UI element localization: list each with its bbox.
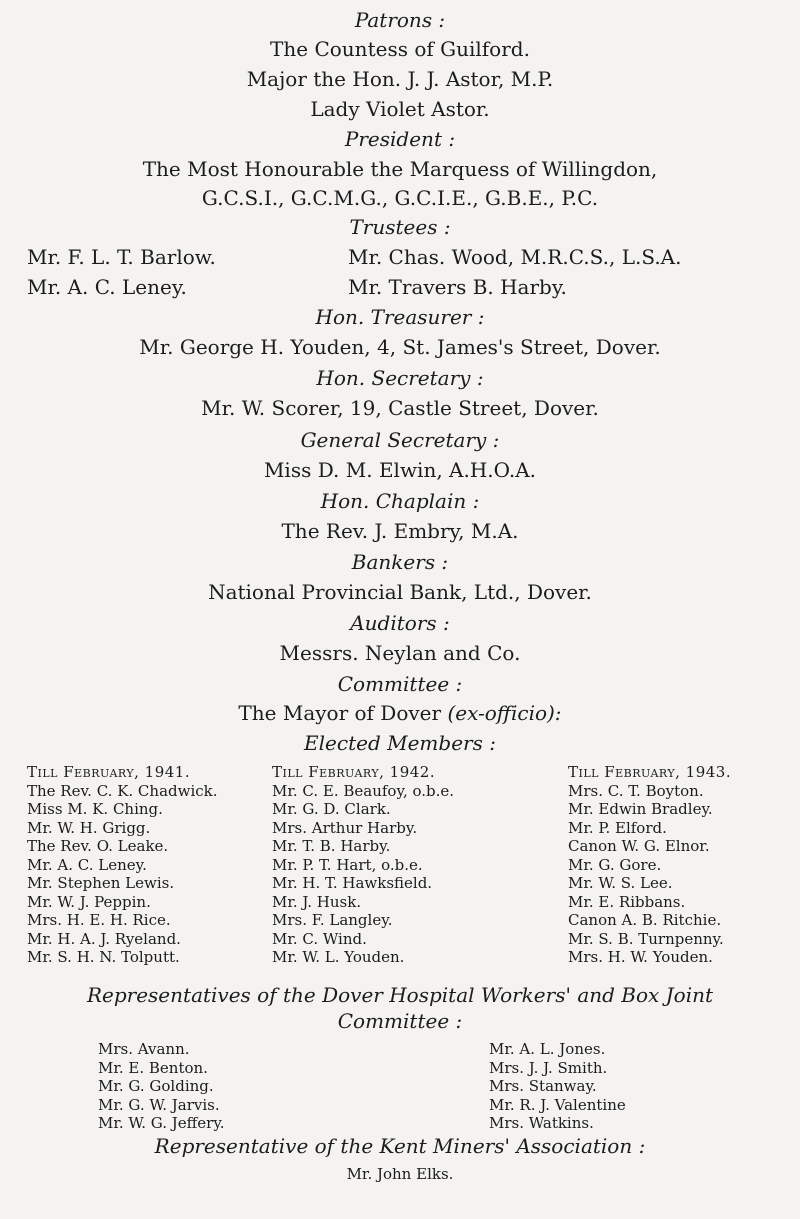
secretary-heading: Hon. Secretary : [316, 366, 484, 390]
chaplain-heading: Hon. Chaplain : [320, 489, 480, 513]
committee-column-1943 [568, 763, 731, 967]
member: Mrs. H. W. Youden. [568, 948, 713, 966]
column-heading: Till February, 1943. [568, 763, 732, 781]
member: Mr. P. Elford. [568, 818, 667, 837]
bankers-name: National Provincial Bank, Ltd., Dover. [208, 580, 592, 604]
member: Mr. Stephen Lewis. [27, 874, 175, 892]
member: Mr. P. T. Hart, o.b.e. [272, 855, 423, 874]
president-name: The Most Honourable the Marquess of Willingdon, [142, 157, 658, 181]
bankers-heading: Bankers : [351, 550, 449, 574]
representative: Mrs. Watkins. [489, 1114, 594, 1132]
member: Mr. H. T. Hawksfield. [272, 874, 433, 892]
hospital-reps-heading-cont: Committee : [337, 1009, 463, 1033]
miners-rep-heading: Representative of the Kent Miners' Association : [154, 1134, 646, 1158]
trustee-name: Mr. F. L. T. Barlow. [27, 245, 216, 269]
member: Canon A. B. Ritchie. [568, 911, 722, 929]
member: Mr. C. E. Beaufoy, o.b.e. [272, 781, 455, 800]
committee-mayor [0, 701, 800, 725]
column-heading: Till February, 1941. [27, 763, 191, 781]
member: Mr. A. C. Leney. [27, 855, 147, 874]
elected-members-heading: Elected Members : [304, 731, 496, 755]
representative: Mr. G. Golding. [98, 1077, 214, 1095]
member: The Rev. O. Leake. [27, 837, 169, 855]
miners-rep-name: Mr. John Elks. [346, 1165, 454, 1183]
member: Mr. S. H. N. Tolputt. [27, 948, 180, 966]
member: Mr. G. D. Clark. [272, 800, 391, 818]
member: Canon W. G. Elnor. [568, 837, 710, 855]
member: Mr. W. H. Grigg. [27, 818, 151, 837]
member: Miss M. K. Ching. [27, 800, 163, 818]
treasurer-heading: Hon. Treasurer : [315, 305, 485, 329]
member: The Rev. C. K. Chadwick. [27, 781, 218, 800]
member: Mr. W. L. Youden. [272, 948, 405, 966]
representative: Mr. W. G. Jeffery. [98, 1114, 225, 1132]
representative: Mrs. J. J. Smith. [489, 1058, 608, 1077]
member: Mrs. C. T. Boyton. [568, 781, 704, 800]
patrons-heading: Patrons : [354, 8, 446, 32]
representative: Mr. A. L. Jones. [489, 1040, 606, 1058]
member: Mrs. H. E. H. Rice. [27, 911, 171, 929]
president-heading: President : [344, 127, 456, 151]
patron-name: The Countess of Guilford. [270, 37, 530, 61]
representative: Mrs. Avann. [98, 1040, 190, 1058]
hospital-reps-heading: Representatives of the Dover Hospital Workers' and Box Joint [86, 983, 714, 1007]
chaplain-name: The Rev. J. Embry, M.A. [281, 519, 519, 543]
trustees-heading: Trustees : [349, 215, 451, 239]
representative: Mr. E. Benton. [98, 1058, 208, 1077]
member: Mr. C. Wind. [272, 929, 367, 948]
representative: Mr. R. J. Valentine [489, 1095, 626, 1114]
secretary-name: Mr. W. Scorer, 19, Castle Street, Dover. [201, 396, 599, 420]
auditors-name: Messrs. Neylan and Co. [279, 641, 521, 665]
member: Mr. T. B. Harby. [272, 837, 391, 855]
president-honours: G.C.S.I., G.C.M.G., G.C.I.E., G.B.E., P.C. [201, 186, 599, 210]
committee-column-1942 [272, 763, 454, 967]
patron-name: Major the Hon. J. J. Astor, M.P. [246, 67, 554, 91]
member: Mr. S. B. Turnpenny. [568, 929, 724, 948]
hospital-reps-right [489, 1040, 626, 1133]
representative: Mrs. Stanway. [489, 1077, 597, 1095]
hospital-reps-left [98, 1040, 225, 1133]
general-secretary-heading: General Secretary : [300, 428, 500, 452]
member: Mr. H. A. J. Ryeland. [27, 929, 181, 948]
member: Mrs. Arthur Harby. [272, 818, 418, 837]
committee-heading: Committee : [337, 672, 463, 696]
trustee-name: Mr. A. C. Leney. [27, 275, 187, 299]
trustee-name: Mr. Chas. Wood, M.R.C.S., L.S.A. [348, 245, 682, 269]
trustee-name: Mr. Travers B. Harby. [348, 275, 567, 299]
treasurer-name: Mr. George H. Youden, 4, St. James's Street, Dover. [139, 335, 661, 359]
member: Mrs. F. Langley. [272, 911, 393, 929]
representative: Mr. G. W. Jarvis. [98, 1095, 220, 1114]
mayor-text: The Mayor of Dover [238, 701, 448, 725]
auditors-heading: Auditors : [350, 611, 450, 635]
ex-officio-note: (ex-officio): [447, 701, 562, 725]
column-heading: Till February, 1942. [272, 763, 436, 781]
patron-name: Lady Violet Astor. [310, 97, 490, 121]
member: Mr. W. J. Peppin. [27, 892, 151, 911]
member: Mr. W. S. Lee. [568, 874, 673, 892]
member: Mr. J. Husk. [272, 892, 362, 911]
member: Mr. Edwin Bradley. [568, 800, 713, 818]
member: Mr. E. Ribbans. [568, 892, 686, 911]
committee-column-1941 [27, 763, 218, 967]
member: Mr. G. Gore. [568, 855, 662, 874]
general-secretary-name: Miss D. M. Elwin, A.H.O.A. [263, 458, 537, 482]
